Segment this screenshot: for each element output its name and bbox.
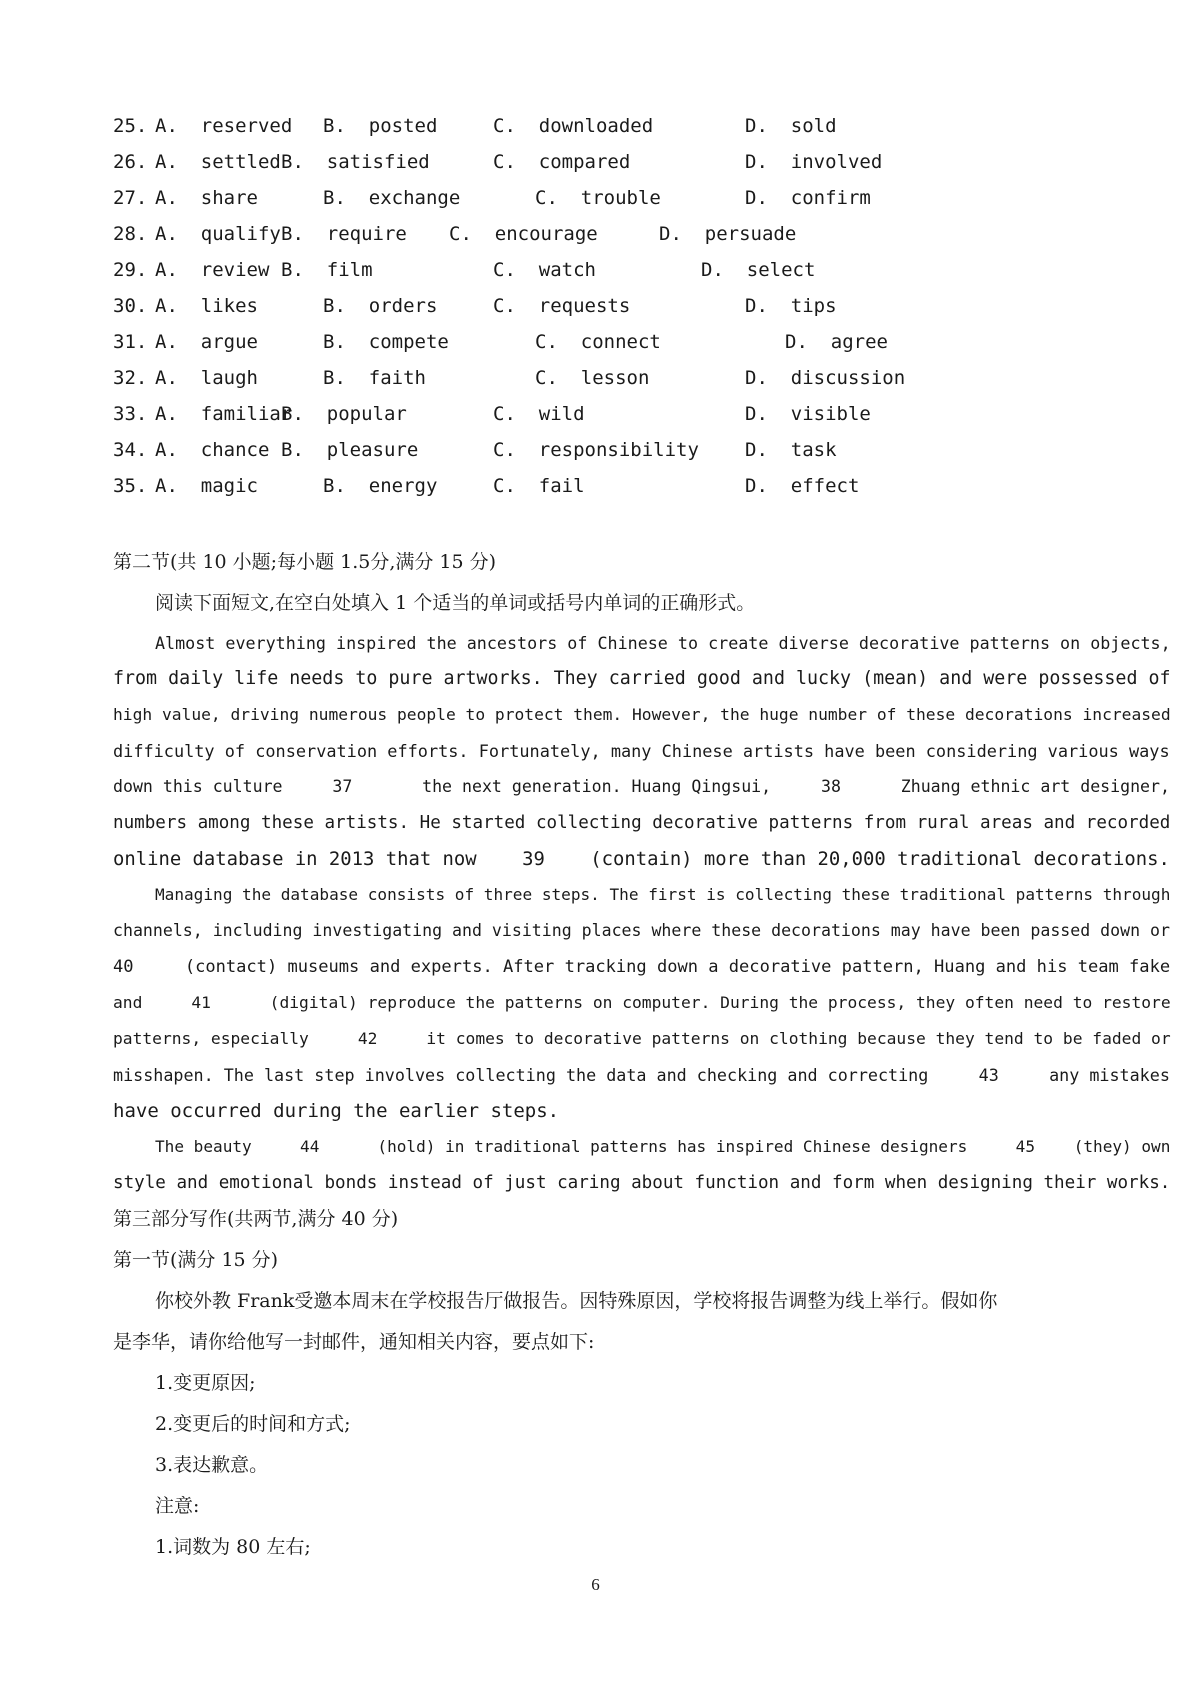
- passage-line: high value, driving numerous people to protect them. However, the huge number of these decorations increased: [113, 705, 1171, 724]
- section-heading: 第二节(共 10 小题;每小题 1.5分,满分 15 分): [113, 551, 497, 573]
- option-row: 27. A. share B. exchange C. trouble D. confirm: [113, 187, 871, 209]
- passage-line: Almost everything inspired the ancestors of Chinese to create diverse decorative patterns on objects,: [155, 633, 1171, 653]
- writing-prompt: 你校外教 Frank受邀本周末在学校报告厅做报告。因特殊原因，学校将报告调整为线上举行。假如你: [155, 1290, 998, 1312]
- part3-subheading: 第一节(满分 15 分): [113, 1249, 279, 1271]
- passage-line: style and emotional bonds instead of just caring about function and form when designing their works.: [113, 1173, 1171, 1193]
- option-row: 34. A. chance B. pleasure C. responsibility D. task: [113, 439, 837, 461]
- passage-line: numbers among these artists. He started collecting decorative patterns from rural areas and recorded: [113, 813, 1171, 833]
- note-label: 注意:: [155, 1495, 200, 1517]
- option-row: 29. A. review B. film C. watch D. select: [113, 259, 816, 281]
- passage-line: have occurred during the earlier steps.: [113, 1100, 560, 1122]
- section-instruction: 阅读下面短文,在空白处填入 1 个适当的单词或括号内单词的正确形式。: [155, 592, 756, 614]
- passage-line: Managing the database consists of three steps. The first is collecting these traditional patterns through: [155, 885, 1171, 904]
- option-row: 33. A. familiar B. popular C. wild D. visible: [113, 403, 871, 425]
- passage-line: online database in 2013 that now 39 (contain) more than 20,000 traditional decorations.: [113, 848, 1170, 870]
- writing-point: 1.变更原因;: [155, 1372, 256, 1394]
- option-row: 26. A. settled B. satisfied C. compared D. involved: [113, 151, 883, 173]
- passage-line: The beauty 44 (hold) in traditional patterns has inspired Chinese designers 45 (they) own: [155, 1137, 1171, 1156]
- passage-line: channels, including investigating and visiting places where these decorations may have been passed down or: [113, 921, 1170, 940]
- writing-point: 3.表达歉意。: [155, 1454, 269, 1476]
- option-row: 30. A. likes B. orders C. requests D. tips: [113, 295, 837, 317]
- option-row: 25. A. reserved B. posted C. downloaded D. sold: [113, 115, 837, 137]
- option-row: 31. A. argue B. compete C. connect D. agree: [113, 331, 888, 353]
- option-row: 32. A. laugh B. faith C. lesson D. discussion: [113, 367, 906, 389]
- passage-line: and 41 (digital) reproduce the patterns on computer. During the process, they often need to restore: [113, 993, 1171, 1012]
- page-number: 6: [591, 1575, 600, 1594]
- passage-line: 40 (contact) museums and experts. After tracking down a decorative pattern, Huang and his team fake: [113, 957, 1171, 977]
- writing-prompt: 是李华，请你给他写一封邮件，通知相关内容，要点如下:: [113, 1331, 595, 1353]
- passage-line: misshapen. The last step involves collecting the data and checking and correcting 43 any mistakes: [113, 1065, 1170, 1085]
- note-item: 1.词数为 80 左右;: [155, 1536, 311, 1558]
- passage-line: from daily life needs to pure artworks. They carried good and lucky (mean) and were possessed of: [113, 668, 1171, 689]
- writing-point: 2.变更后的时间和方式;: [155, 1413, 351, 1435]
- option-row: 28. A. qualify B. require C. encourage D. persuade: [113, 223, 797, 245]
- option-row: 35. A. magic B. energy C. fail D. effect: [113, 475, 860, 497]
- passage-line: patterns, especially 42 it comes to decorative patterns on clothing because they tend to be faded or: [113, 1029, 1171, 1048]
- passage-line: difficulty of conservation efforts. Fortunately, many Chinese artists have been considering various ways: [113, 741, 1170, 761]
- passage-line: down this culture 37 the next generation. Huang Qingsui, 38 Zhuang ethnic art designer,: [113, 777, 1170, 796]
- part3-heading: 第三部分写作(共两节,满分 40 分): [113, 1208, 399, 1230]
